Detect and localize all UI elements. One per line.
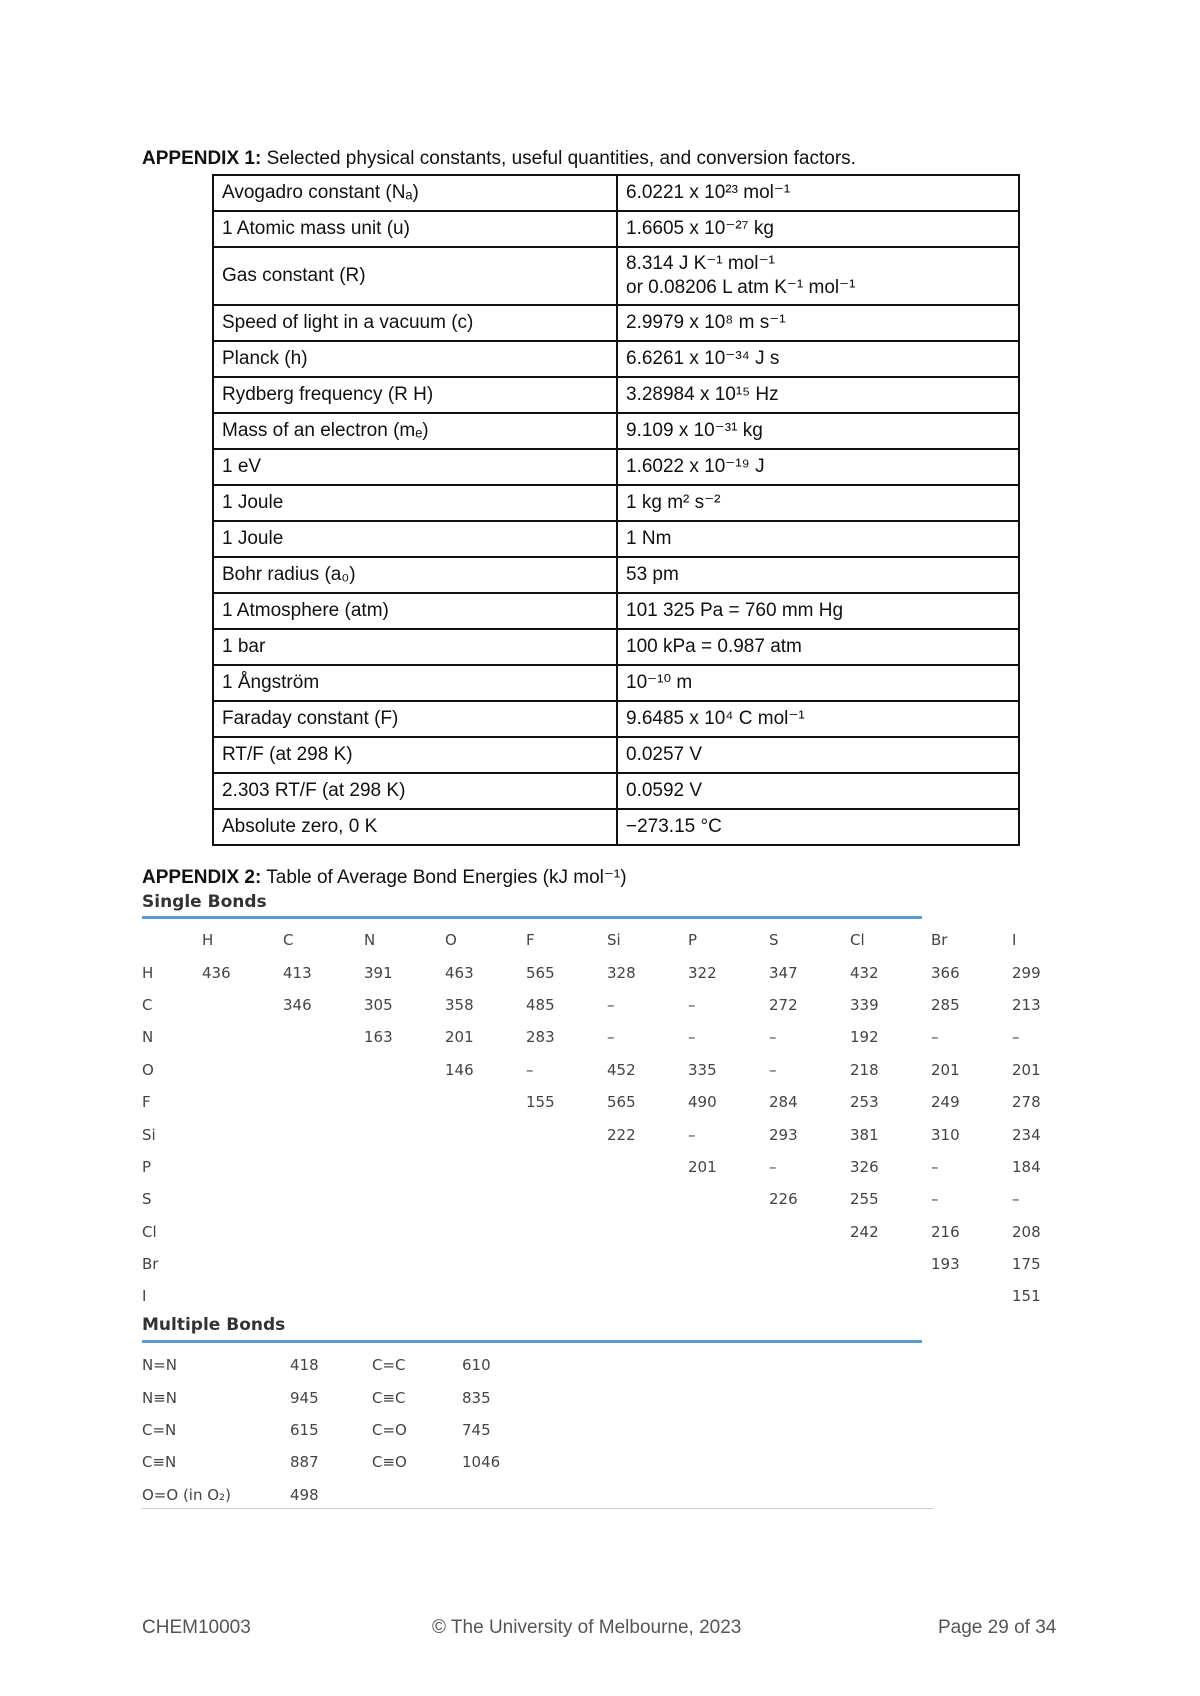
bond-energy-cell — [190, 1248, 271, 1280]
bond-energy-cell: 278 — [1012, 1093, 1041, 1112]
bond-energy-cell: 463 — [445, 963, 474, 982]
footer-course-code: CHEM10003 — [142, 1617, 251, 1638]
constant-value-text: 0.0257 V — [626, 744, 703, 765]
bond-energy-cell: – — [931, 1028, 939, 1047]
column-header: F — [526, 931, 535, 950]
constant-value-text: 9.6485 x 10⁴ C mol⁻¹ — [626, 708, 805, 729]
appendix-2-heading — [142, 866, 627, 889]
bond-energy-cell — [190, 989, 271, 1021]
bond-energy-cell — [595, 1280, 676, 1312]
bond-row — [142, 989, 1081, 1021]
bond-row — [142, 1280, 1081, 1312]
constant-row — [213, 665, 1019, 701]
bond-energy-cell: 358 — [445, 995, 474, 1014]
constant-row — [213, 449, 1019, 485]
column-header: Cl — [850, 931, 865, 950]
bond-energy-cell: 242 — [850, 1222, 879, 1241]
constant-value-text: 9.109 x 10⁻³¹ kg — [626, 420, 763, 441]
constant-quantity: RT/F (at 298 K) — [213, 737, 617, 773]
column-header: N — [364, 931, 376, 950]
bond-row — [142, 1248, 1081, 1280]
multiple-bonds-rule — [142, 1340, 922, 1343]
constant-value — [617, 521, 1019, 557]
bond-energy-cell: 216 — [931, 1222, 960, 1241]
constant-value — [617, 449, 1019, 485]
bond-name-cell: C≡O — [372, 1453, 407, 1472]
bond-energy-cell — [271, 1118, 352, 1150]
bond-row — [142, 1021, 1081, 1053]
single-bonds-header-row — [142, 924, 1081, 956]
bond-energy-cell — [352, 1054, 433, 1086]
constant-row — [213, 557, 1019, 593]
bond-energy-cell: 432 — [850, 963, 879, 982]
bond-energy-cell: 436 — [202, 963, 231, 982]
bond-row — [142, 1118, 1081, 1150]
bond-energy-cell: 163 — [364, 1028, 393, 1047]
bond-row — [142, 1151, 1081, 1183]
bond-energy-cell: 155 — [526, 1093, 555, 1112]
constant-value-text: 53 pm — [626, 564, 679, 585]
bond-energy-cell — [190, 1151, 271, 1183]
bond-energy-cell: – — [688, 1028, 696, 1047]
bond-energy-cell: – — [931, 1190, 939, 1209]
constant-quantity: Speed of light in a vacuum (c) — [213, 305, 617, 341]
constant-value — [617, 737, 1019, 773]
bond-energy-cell: – — [688, 995, 696, 1014]
constant-value-alt-text: or 0.08206 L atm K⁻¹ mol⁻¹ — [626, 277, 856, 298]
constant-value — [617, 211, 1019, 247]
bond-energy-cell — [757, 1280, 838, 1312]
column-header: C — [283, 931, 294, 950]
multiple-bond-row — [142, 1479, 542, 1511]
bond-energy-cell: 615 — [290, 1420, 319, 1439]
constant-value-text: 8.314 J K⁻¹ mol⁻¹ — [626, 253, 775, 274]
multiple-bond-row — [142, 1381, 542, 1413]
row-header: F — [142, 1093, 151, 1112]
bond-name-cell: C≡C — [372, 1388, 406, 1407]
row-header: S — [142, 1190, 152, 1209]
bond-energy-cell — [514, 1118, 595, 1150]
bond-energy-cell: 201 — [688, 1157, 717, 1176]
bond-energy-cell — [676, 1216, 757, 1248]
bond-energy-cell — [514, 1216, 595, 1248]
bond-energy-cell — [595, 1151, 676, 1183]
constant-row — [213, 701, 1019, 737]
bond-energy-cell — [190, 1216, 271, 1248]
constant-quantity: Faraday constant (F) — [213, 701, 617, 737]
bond-name-cell: N≡N — [142, 1388, 178, 1407]
bond-row — [142, 1216, 1081, 1248]
row-header: O — [142, 1060, 154, 1079]
constant-row — [213, 629, 1019, 665]
constant-row — [213, 175, 1019, 211]
multiple-bonds-body — [142, 1349, 542, 1511]
constant-value — [617, 305, 1019, 341]
bond-energy-cell — [271, 1086, 352, 1118]
bond-energy-cell — [757, 1248, 838, 1280]
constant-value-text: 100 kPa = 0.987 atm — [626, 636, 802, 657]
constant-quantity: 1 Ångström — [213, 665, 617, 701]
multiple-bonds-table — [142, 1349, 542, 1511]
bond-energy-cell: 201 — [445, 1028, 474, 1047]
bond-energy-cell: 498 — [290, 1485, 319, 1504]
bond-energy-cell — [433, 1183, 514, 1215]
single-bonds-rule — [142, 916, 922, 919]
row-header: P — [142, 1157, 152, 1176]
row-header: Si — [142, 1125, 156, 1144]
constant-row — [213, 341, 1019, 377]
bond-energy-cell: 326 — [850, 1157, 879, 1176]
bond-row — [142, 1183, 1081, 1215]
bond-energy-cell: 272 — [769, 995, 798, 1014]
footer-copyright: © The University of Melbourne, 2023 — [432, 1617, 742, 1638]
bond-energy-cell: 285 — [931, 995, 960, 1014]
bond-energy-cell: 201 — [1012, 1060, 1041, 1079]
bond-energy-cell — [190, 1118, 271, 1150]
constants-body — [213, 175, 1019, 845]
bond-energy-cell: 391 — [364, 963, 393, 982]
constant-quantity: 1 Joule — [213, 485, 617, 521]
constant-value — [617, 485, 1019, 521]
bond-energy-cell — [271, 1183, 352, 1215]
bond-energy-cell — [352, 1280, 433, 1312]
bond-energy-cell: 208 — [1012, 1222, 1041, 1241]
bond-energy-cell — [271, 1216, 352, 1248]
column-header: S — [769, 931, 779, 950]
column-header: O — [445, 931, 457, 950]
bond-energy-cell — [595, 1216, 676, 1248]
bond-energy-cell: 745 — [462, 1420, 491, 1439]
bond-energy-cell: 835 — [462, 1388, 491, 1407]
constant-value-text: 3.28984 x 10¹⁵ Hz — [626, 384, 779, 405]
bond-energy-cell: 339 — [850, 995, 879, 1014]
bond-energy-cell: 293 — [769, 1125, 798, 1144]
constant-row — [213, 809, 1019, 845]
appendix-1-title: Selected physical constants, useful quantities, and conversion factors. — [261, 148, 856, 169]
bond-energy-cell: – — [526, 1060, 534, 1079]
constant-value-text: −273.15 °C — [626, 816, 722, 837]
constant-row — [213, 413, 1019, 449]
bond-energy-cell: – — [769, 1157, 777, 1176]
bond-energy-cell: 146 — [445, 1060, 474, 1079]
column-header: P — [688, 931, 698, 950]
bond-energy-cell — [433, 1086, 514, 1118]
constant-value — [617, 175, 1019, 211]
bond-energy-cell: – — [769, 1060, 777, 1079]
bond-energy-cell: 485 — [526, 995, 555, 1014]
bond-energy-cell — [433, 1151, 514, 1183]
bond-energy-cell — [433, 1280, 514, 1312]
bond-energy-cell: – — [1012, 1190, 1020, 1209]
bond-energy-cell: 328 — [607, 963, 636, 982]
bond-energy-cell: 565 — [526, 963, 555, 982]
constant-row — [213, 485, 1019, 521]
bond-energy-cell: 610 — [462, 1356, 491, 1375]
bond-energy-cell — [838, 1248, 919, 1280]
bond-energy-cell — [271, 1151, 352, 1183]
bond-energy-cell: 284 — [769, 1093, 798, 1112]
constant-value — [617, 665, 1019, 701]
row-header: H — [142, 963, 154, 982]
constant-quantity: 1 Atomic mass unit (u) — [213, 211, 617, 247]
constant-value — [617, 593, 1019, 629]
constant-quantity: Bohr radius (a₀) — [213, 557, 617, 593]
bond-energy-cell — [595, 1248, 676, 1280]
corner-cell — [142, 924, 190, 956]
constant-value-text: 1.6022 x 10⁻¹⁹ J — [626, 456, 765, 477]
bond-energy-cell — [676, 1248, 757, 1280]
bond-energy-cell — [271, 1280, 352, 1312]
bond-energy-cell — [271, 1054, 352, 1086]
constant-value — [617, 413, 1019, 449]
footer-page-number: Page 29 of 34 — [938, 1617, 1057, 1638]
constant-value — [617, 341, 1019, 377]
bond-energy-cell — [462, 1479, 542, 1511]
constant-quantity: Gas constant (R) — [213, 247, 617, 305]
bond-energy-cell — [352, 1118, 433, 1150]
constant-value-text: 1 kg m² s⁻² — [626, 492, 721, 513]
bond-energy-cell: 945 — [290, 1388, 319, 1407]
bond-energy-cell: 192 — [850, 1028, 879, 1047]
bond-energy-cell — [190, 1086, 271, 1118]
bond-energy-cell — [514, 1151, 595, 1183]
constant-value — [617, 247, 1019, 305]
constant-row — [213, 211, 1019, 247]
single-bonds-label: Single Bonds — [142, 892, 267, 912]
bond-energy-cell — [352, 1086, 433, 1118]
constant-row — [213, 773, 1019, 809]
column-header: H — [202, 931, 214, 950]
bond-energy-cell — [352, 1216, 433, 1248]
constant-quantity: 1 Atmosphere (atm) — [213, 593, 617, 629]
bond-name-cell: C=C — [372, 1356, 406, 1375]
bond-energy-cell: 887 — [290, 1453, 319, 1472]
bond-energy-cell: – — [769, 1028, 777, 1047]
bond-energy-cell — [595, 1183, 676, 1215]
constant-value-text: 1.6605 x 10⁻²⁷ kg — [626, 218, 774, 239]
bond-energy-cell: 249 — [931, 1093, 960, 1112]
constant-quantity: 1 eV — [213, 449, 617, 485]
row-header: C — [142, 995, 153, 1014]
bond-row — [142, 1054, 1081, 1086]
bond-energy-cell: 565 — [607, 1093, 636, 1112]
bond-energy-cell — [514, 1183, 595, 1215]
row-header: Br — [142, 1255, 159, 1274]
constant-row — [213, 737, 1019, 773]
bond-energy-cell: 452 — [607, 1060, 636, 1079]
constants-table — [212, 174, 1020, 846]
bond-energy-cell — [271, 1021, 352, 1053]
multiple-bond-row — [142, 1414, 542, 1446]
bond-energy-cell — [433, 1248, 514, 1280]
constant-row — [213, 521, 1019, 557]
column-header: Si — [607, 931, 621, 950]
constant-value-text: 1 Nm — [626, 528, 672, 549]
multiple-bonds-bottom-rule — [142, 1508, 934, 1509]
bond-energy-cell: – — [1012, 1028, 1020, 1047]
bond-energy-cell: 299 — [1012, 963, 1041, 982]
bond-energy-cell — [190, 1021, 271, 1053]
single-bonds-body — [142, 956, 1081, 1312]
bond-energy-cell: 310 — [931, 1125, 960, 1144]
bond-energy-cell — [514, 1248, 595, 1280]
bond-energy-cell: – — [607, 1028, 615, 1047]
constant-quantity: 2.303 RT/F (at 298 K) — [213, 773, 617, 809]
bond-energy-cell: 283 — [526, 1028, 555, 1047]
bond-energy-cell: 226 — [769, 1190, 798, 1209]
bond-energy-cell — [190, 1183, 271, 1215]
bond-energy-cell: 418 — [290, 1356, 319, 1375]
bond-energy-cell: – — [688, 1125, 696, 1144]
column-header: Br — [931, 931, 948, 950]
bond-energy-cell: 347 — [769, 963, 798, 982]
constant-quantity: 1 Joule — [213, 521, 617, 557]
bond-energy-cell: 381 — [850, 1125, 879, 1144]
constant-row — [213, 305, 1019, 341]
bond-energy-cell — [352, 1151, 433, 1183]
appendix-1-heading — [142, 148, 856, 170]
bond-name-cell: N=N — [142, 1356, 178, 1375]
bond-energy-cell: 175 — [1012, 1255, 1041, 1274]
constant-value — [617, 557, 1019, 593]
constant-value-text: 6.6261 x 10⁻³⁴ J s — [626, 348, 780, 369]
row-header: N — [142, 1028, 154, 1047]
bond-energy-cell — [838, 1280, 919, 1312]
bond-energy-cell: 193 — [931, 1255, 960, 1274]
bond-energy-cell: 322 — [688, 963, 717, 982]
bond-row — [142, 956, 1081, 988]
constant-value-text: 0.0592 V — [626, 780, 703, 801]
bond-name-cell — [372, 1479, 462, 1511]
appendix-2-label: APPENDIX 2: — [142, 867, 262, 888]
constant-quantity: Avogadro constant (Nₐ) — [213, 175, 617, 211]
bond-energy-cell — [190, 1054, 271, 1086]
single-bonds-table — [142, 924, 1081, 1313]
multiple-bond-row — [142, 1349, 542, 1381]
bond-energy-cell — [919, 1280, 1000, 1312]
constant-value — [617, 701, 1019, 737]
bond-energy-cell: 346 — [283, 995, 312, 1014]
bond-name-cell: C≡N — [142, 1453, 177, 1472]
constant-quantity: Mass of an electron (mₑ) — [213, 413, 617, 449]
bond-energy-cell: 490 — [688, 1093, 717, 1112]
constant-quantity: Absolute zero, 0 K — [213, 809, 617, 845]
bond-energy-cell: 222 — [607, 1125, 636, 1144]
bond-energy-cell: 255 — [850, 1190, 879, 1209]
bond-energy-cell: 335 — [688, 1060, 717, 1079]
constant-value-text: 10⁻¹⁰ m — [626, 672, 693, 693]
constant-quantity: 1 bar — [213, 629, 617, 665]
constant-value — [617, 629, 1019, 665]
constant-quantity: Planck (h) — [213, 341, 617, 377]
bond-energy-cell: 218 — [850, 1060, 879, 1079]
bond-energy-cell — [433, 1118, 514, 1150]
bond-energy-cell — [352, 1183, 433, 1215]
constant-value-text: 6.0221 x 10²³ mol⁻¹ — [626, 182, 791, 203]
bond-energy-cell — [190, 1280, 271, 1312]
constant-value-text: 2.9979 x 10⁸ m s⁻¹ — [626, 312, 786, 333]
bond-energy-cell: 201 — [931, 1060, 960, 1079]
constant-value — [617, 377, 1019, 413]
constant-row — [213, 247, 1019, 305]
bond-energy-cell: 253 — [850, 1093, 879, 1112]
constant-value — [617, 773, 1019, 809]
bond-energy-cell — [757, 1216, 838, 1248]
bond-energy-cell — [676, 1280, 757, 1312]
bond-energy-cell: 151 — [1012, 1287, 1041, 1306]
multiple-bond-row — [142, 1446, 542, 1478]
multiple-bonds-label: Multiple Bonds — [142, 1315, 286, 1335]
bond-name-cell: C=O — [372, 1420, 407, 1439]
bond-energy-cell: – — [931, 1157, 939, 1176]
row-header: Cl — [142, 1222, 157, 1241]
bond-name-cell: C=N — [142, 1420, 177, 1439]
appendix-2-title: Table of Average Bond Energies (kJ mol⁻¹) — [261, 867, 627, 888]
row-header: I — [142, 1287, 147, 1306]
appendix-1-label: APPENDIX 1: — [142, 148, 262, 169]
bond-energy-cell — [271, 1248, 352, 1280]
constant-value — [617, 809, 1019, 845]
bond-name-cell: O=O (in O₂) — [142, 1485, 231, 1504]
constant-row — [213, 377, 1019, 413]
constant-row — [213, 593, 1019, 629]
bond-energy-cell — [352, 1248, 433, 1280]
bond-energy-cell: 234 — [1012, 1125, 1041, 1144]
bond-energy-cell: 213 — [1012, 995, 1041, 1014]
constant-value-text: 101 325 Pa = 760 mm Hg — [626, 600, 844, 621]
bond-energy-cell: 184 — [1012, 1157, 1041, 1176]
bond-energy-cell: 305 — [364, 995, 393, 1014]
column-header: I — [1012, 931, 1017, 950]
bond-energy-cell: 366 — [931, 963, 960, 982]
bond-energy-cell — [514, 1280, 595, 1312]
bond-energy-cell — [433, 1216, 514, 1248]
bond-energy-cell: – — [607, 995, 615, 1014]
bond-row — [142, 1086, 1081, 1118]
bond-energy-cell — [676, 1183, 757, 1215]
bond-energy-cell: 1046 — [462, 1453, 501, 1472]
constant-quantity: Rydberg frequency (R H) — [213, 377, 617, 413]
bond-energy-cell: 413 — [283, 963, 312, 982]
